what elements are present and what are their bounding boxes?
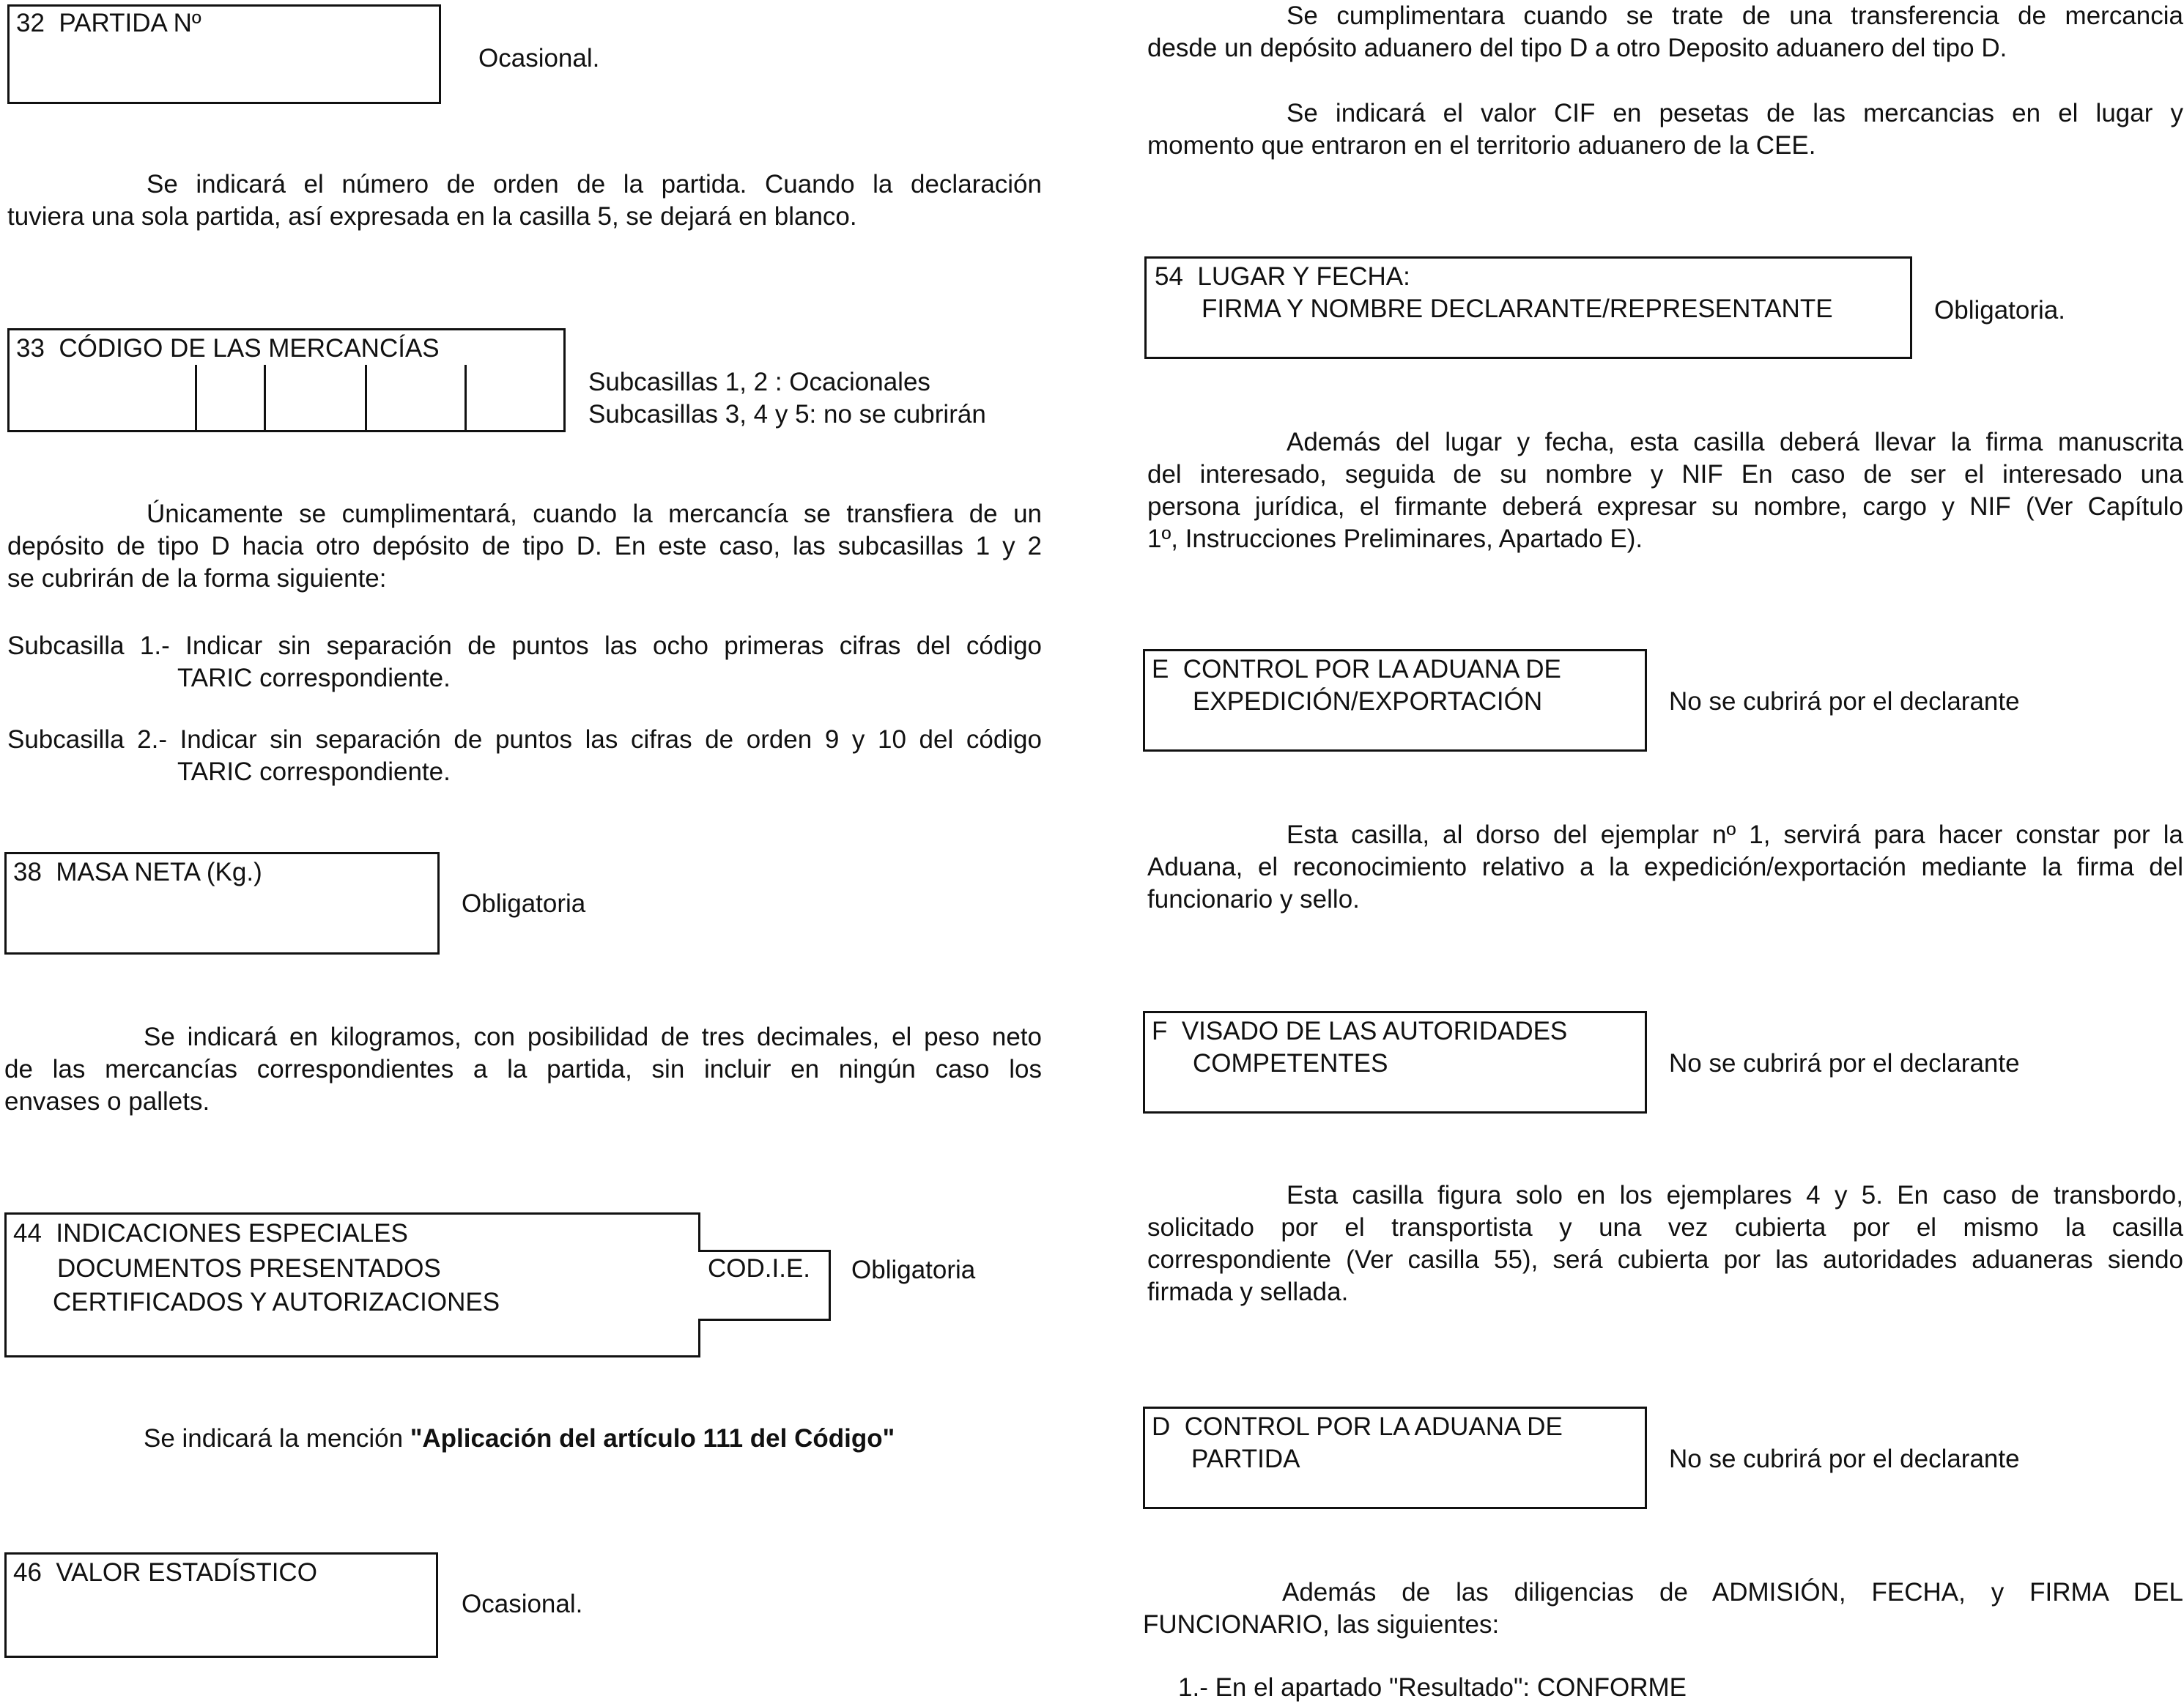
box-44-label: 44 INDICACIONES ESPECIALES: [13, 1219, 408, 1248]
box-f-note: No se cubrirá por el declarante: [1669, 1049, 2020, 1078]
box-33-subcasilla-divider: [264, 365, 266, 432]
box-44-border: [698, 1250, 831, 1252]
paragraph-44: [144, 1423, 895, 1455]
paragraph-line: envases o pallets.: [4, 1087, 210, 1116]
paragraph-44-text: Se indicará la mención: [144, 1424, 410, 1453]
paragraph-line: correspondiente (Ver casilla 55), será cubierta por las autoridades aduaneras siendo: [1147, 1245, 2183, 1274]
box-d-label: D CONTROL POR LA ADUANA DE: [1152, 1412, 1563, 1441]
box-54-label: FIRMA Y NOMBRE DECLARANTE/REPRESENTANTE: [1202, 295, 1833, 323]
subcasilla-2-line: TARIC correspondiente.: [177, 757, 451, 786]
box-e-note: No se cubrirá por el declarante: [1669, 687, 2020, 716]
paragraph-top-2: [1147, 97, 2183, 162]
box-d-note: No se cubrirá por el declarante: [1669, 1445, 2020, 1473]
box-44-border: [4, 1212, 700, 1215]
paragraph-line: solicitado por el transportista y una vez cubierta por el mismo la casilla: [1147, 1213, 2183, 1242]
paragraph-line: depósito de tipo D hacia otro depósito de tipo D. En este caso, las subcasillas 1 y 2: [7, 532, 1042, 560]
paragraph-line: Únicamente se cumplimentará, cuando la mercancía se transfiera de un: [147, 500, 1042, 528]
subcasilla-2: [7, 724, 1042, 788]
box-54-label: 54 LUGAR Y FECHA:: [1155, 262, 1410, 291]
paragraph-line: de las mercancías correspondientes a la partida, sin incluir en ningún caso los: [4, 1055, 1042, 1083]
paragraph-line: desde un depósito aduanero del tipo D a otro Deposito aduanero del tipo D.: [1147, 34, 2007, 62]
box-44-label: DOCUMENTOS PRESENTADOS: [57, 1254, 441, 1283]
paragraph-line: tuviera una sola partida, así expresada en la casilla 5, se dejará en blanco.: [7, 202, 857, 231]
subcasilla-1-line: TARIC correspondiente.: [177, 664, 451, 692]
box-33-label: 33 CÓDIGO DE LAS MERCANCÍAS: [16, 334, 440, 363]
paragraph-line: Se indicará el valor CIF en pesetas de las mercancias en el lugar y: [1287, 99, 2183, 127]
box-32-note: Ocasional.: [478, 44, 600, 73]
box-44-border: [698, 1319, 700, 1357]
box-44-border: [829, 1250, 831, 1321]
paragraph-top-1: [1147, 0, 2183, 64]
subcasilla-2-line: Subcasilla 2.- Indicar sin separación de puntos las cifras de orden 9 y 10 del código: [7, 725, 1042, 754]
box-54-note: Obligatoria.: [1934, 296, 2065, 325]
paragraph-line: persona jurídica, el firmante deberá expresar su nombre, cargo y NIF (Ver Capítulo: [1147, 492, 2183, 521]
box-46-label: 46 VALOR ESTADÍSTICO: [13, 1558, 317, 1587]
box-44-border: [4, 1355, 700, 1357]
box-e-label: E CONTROL POR LA ADUANA DE: [1152, 655, 1561, 684]
box-33-subcasilla-divider: [464, 365, 467, 432]
box-f-label: F VISADO DE LAS AUTORIDADES: [1152, 1017, 1568, 1045]
box-33-note-1: Subcasillas 1, 2 : Ocacionales: [588, 368, 930, 396]
paragraph-line: Aduana, el reconocimiento relativo a la expedición/exportación mediante la firma del: [1147, 853, 2183, 881]
paragraph-54: [1147, 426, 2183, 555]
paragraph-line: se cubrirán de la forma siguiente:: [7, 564, 387, 593]
box-33-note-2: Subcasillas 3, 4 y 5: no se cubrirán: [588, 400, 986, 429]
paragraph-line: Esta casilla, al dorso del ejemplar nº 1, servirá para hacer constar por la: [1287, 820, 2183, 849]
list-item-1: 1.- En el apartado "Resultado": CONFORME: [1178, 1673, 1687, 1702]
paragraph-line: Se indicará el número de orden de la partida. Cuando la declaración: [147, 170, 1042, 199]
paragraph-line: FUNCIONARIO, las siguientes:: [1143, 1610, 1500, 1639]
paragraph-38: [4, 1021, 1042, 1118]
paragraph-line: Además de las diligencias de ADMISIÓN, FECHA, y FIRMA DEL: [1282, 1578, 2183, 1607]
paragraph-line: Además del lugar y fecha, esta casilla deberá llevar la firma manuscrita: [1287, 428, 2183, 456]
box-d-label: PARTIDA: [1191, 1445, 1300, 1473]
box-33-subcasilla-divider: [365, 365, 367, 432]
paragraph-line: funcionario y sello.: [1147, 885, 1360, 914]
paragraph-33: [7, 498, 1042, 595]
subcasilla-1-line: Subcasilla 1.- Indicar sin separación de puntos las ocho primeras cifras del código: [7, 631, 1042, 660]
paragraph-line: Esta casilla figura solo en los ejemplares 4 y 5. En caso de transbordo,: [1287, 1181, 2183, 1210]
box-44-border: [698, 1319, 831, 1321]
paragraph-d: [1143, 1577, 2183, 1641]
paragraph-32: [7, 168, 1042, 233]
box-32-label: 32 PARTIDA Nº: [16, 9, 201, 37]
paragraph-line: 1º, Instrucciones Preliminares, Apartado E).: [1147, 525, 1643, 553]
paragraph-line: firmada y sellada.: [1147, 1278, 1349, 1306]
paragraph-f: [1147, 1179, 2183, 1308]
paragraph-line: Se indicará en kilogramos, con posibilidad de tres decimales, el peso neto: [144, 1023, 1042, 1051]
paragraph-44-bold: "Aplicación del artículo 111 del Código": [410, 1424, 895, 1453]
paragraph-line: del interesado, seguida de su nombre y NIF En caso de ser el interesado una: [1147, 460, 2183, 489]
paragraph-line: Se cumplimentara cuando se trate de una transferencia de mercancia: [1287, 1, 2183, 30]
box-44-code-label: COD.I.E.: [708, 1254, 811, 1283]
paragraph-line: momento que entraron en el territorio aduanero de la CEE.: [1147, 131, 1816, 160]
box-44-note: Obligatoria: [851, 1256, 976, 1284]
box-33-subcasilla-divider: [195, 365, 197, 432]
box-e-label: EXPEDICIÓN/EXPORTACIÓN: [1193, 687, 1543, 716]
subcasilla-1: [7, 630, 1042, 694]
paragraph-e: [1147, 819, 2183, 916]
box-f-label: COMPETENTES: [1193, 1049, 1388, 1078]
box-46-note: Ocasional.: [462, 1590, 583, 1618]
box-38-label: 38 MASA NETA (Kg.): [13, 858, 262, 886]
box-44-border: [4, 1212, 7, 1357]
box-44-label: CERTIFICADOS Y AUTORIZACIONES: [53, 1288, 500, 1316]
box-44-border: [698, 1212, 700, 1252]
box-38-note: Obligatoria: [462, 889, 586, 918]
